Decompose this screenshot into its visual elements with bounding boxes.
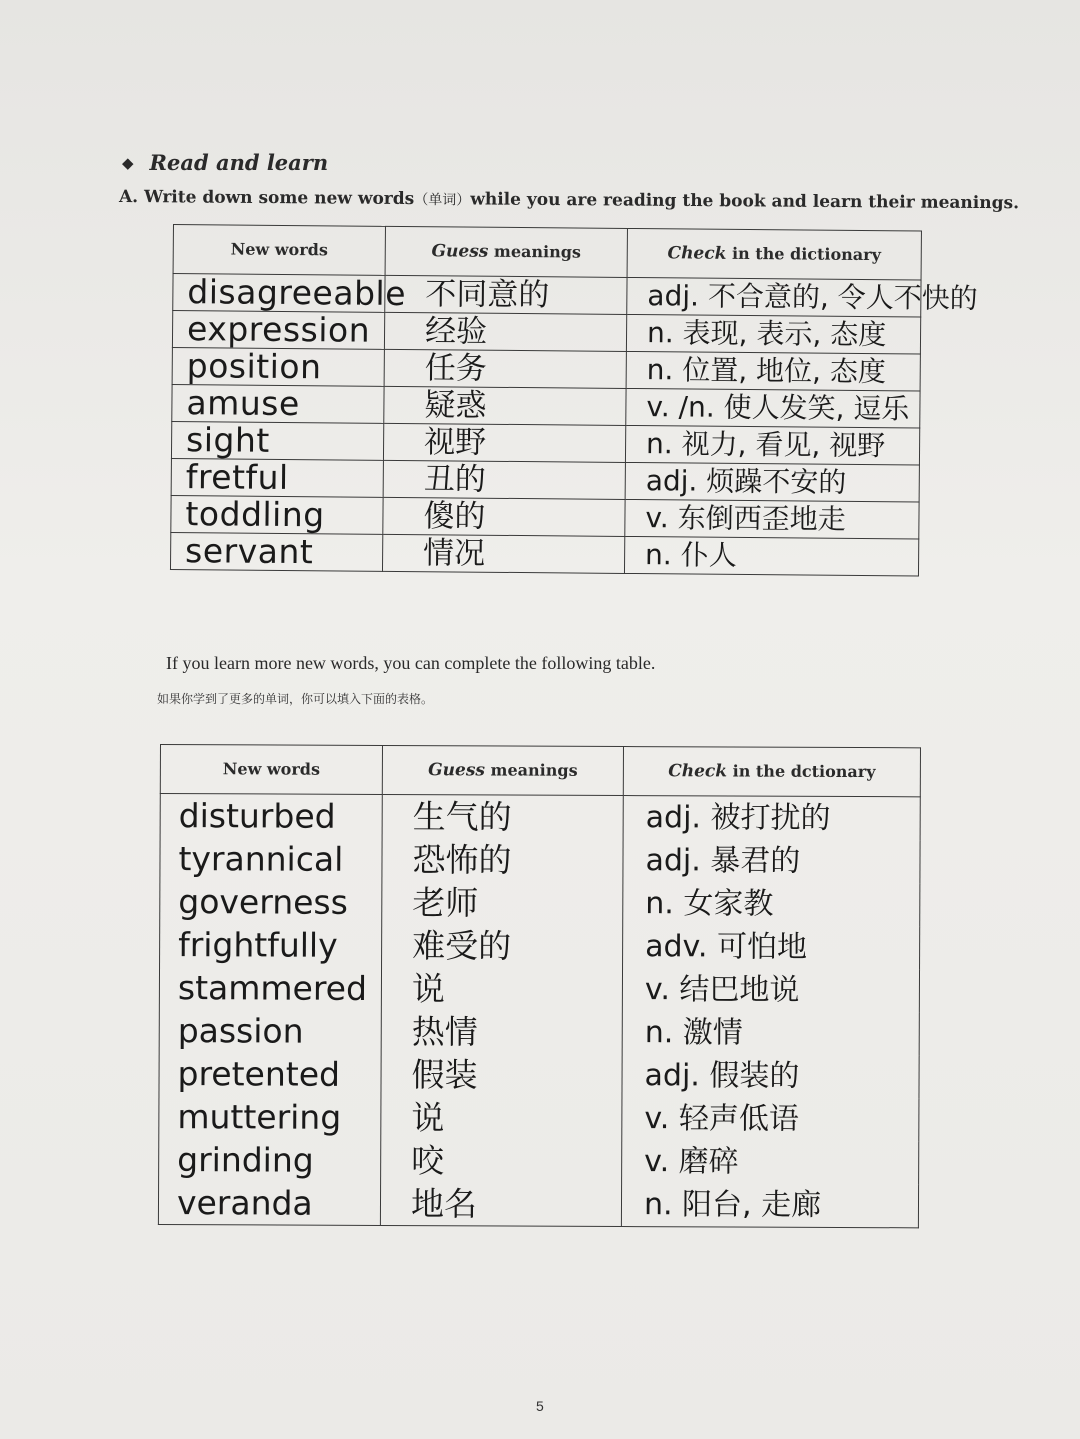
table-row (159, 1009, 919, 1055)
handwritten-definition-cell (626, 314, 920, 354)
handwritten-word-cell (171, 495, 383, 534)
table-row (159, 1052, 919, 1098)
handwritten-definition-cell (623, 882, 920, 926)
handwritten-definition: adj. 暴君的 (645, 843, 801, 879)
handwritten-definition-cell (623, 839, 920, 883)
instruction-text (119, 187, 1019, 213)
handwritten-definition: adj. 被打扰的 (645, 800, 831, 836)
handwritten-word-cell (159, 1009, 381, 1053)
handwritten-guess-cell (384, 386, 626, 425)
handwritten-definition: n. 位置, 地位, 态度 (646, 353, 887, 389)
handwritten-word-cell (159, 1052, 381, 1096)
handwritten-word: veranda (176, 1183, 313, 1223)
handwritten-guess-cell (383, 497, 625, 536)
handwritten-guess: 情况 (422, 535, 486, 572)
handwritten-word-cell (173, 272, 407, 314)
handwritten-word: governess (178, 882, 348, 922)
handwritten-word: disagreeable (187, 272, 407, 314)
handwritten-word-cell (171, 421, 383, 460)
handwritten-guess-cell (382, 924, 623, 968)
handwritten-definition: v. 磨碎 (644, 1144, 739, 1180)
handwritten-word: servant (184, 531, 314, 572)
handwritten-guess: 说 (411, 969, 446, 1009)
handwritten-definition-cell (623, 796, 920, 841)
handwritten-definition-cell (627, 277, 978, 317)
handwritten-word: disturbed (178, 796, 336, 836)
handwritten-guess-cell (382, 881, 623, 925)
handwritten-word: position (186, 346, 322, 387)
handwritten-definition: n. 激情 (644, 1015, 743, 1051)
handwritten-guess-cell (382, 794, 623, 839)
instruction-chinese: （单词） (414, 192, 471, 209)
handwritten-word-cell (160, 837, 382, 881)
handwritten-definition-cell (622, 1054, 919, 1098)
handwritten-guess-cell (381, 1096, 622, 1140)
handwritten-definition: n. 阳台, 走廊 (643, 1187, 822, 1223)
handwritten-definition-cell (625, 499, 919, 539)
table-row (170, 532, 918, 576)
table-row (160, 837, 920, 883)
handwritten-guess-cell (384, 349, 626, 388)
note-english: If you learn more new words, you can complete the following table. (166, 653, 656, 673)
handwritten-definition: adj. 不合意的, 令人不快的 (647, 279, 978, 316)
handwritten-definition: v. 东倒西歪地走 (645, 501, 846, 536)
handwritten-guess-cell (380, 1182, 621, 1227)
handwritten-definition: v. 轻声低语 (644, 1101, 799, 1137)
handwritten-definition-cell (622, 1011, 919, 1055)
table-row (160, 923, 920, 969)
table-row (159, 1095, 919, 1141)
handwritten-guess: 不同意的 (425, 276, 550, 314)
handwritten-guess: 傻的 (423, 498, 486, 535)
handwritten-word-cell (159, 1095, 381, 1139)
handwritten-guess-cell (381, 1139, 622, 1183)
handwritten-word: pretented (177, 1054, 341, 1094)
handwritten-definition-cell (625, 462, 919, 502)
handwritten-definition-cell (626, 351, 920, 391)
handwritten-guess: 假装 (411, 1055, 478, 1095)
handwritten-guess: 恐怖的 (412, 840, 512, 880)
handwritten-word-cell (159, 966, 381, 1010)
section-heading (122, 150, 328, 175)
handwritten-guess-cell (385, 275, 627, 314)
note-chinese: 如果你学到了更多的单词，你可以填入下面的表格。 (157, 692, 434, 706)
handwritten-definition: v. /n. 使人发笑, 逗乐 (646, 390, 910, 426)
handwritten-guess-cell (383, 423, 625, 462)
table-1-body (170, 272, 978, 577)
table-header-row (173, 225, 921, 281)
handwritten-word: muttering (177, 1097, 342, 1137)
table-row (160, 880, 920, 926)
handwritten-word: passion (177, 1011, 304, 1051)
handwritten-definition: n. 仆人 (644, 538, 737, 572)
handwritten-guess: 地名 (410, 1184, 478, 1224)
handwritten-word-cell (159, 1138, 381, 1182)
handwritten-word-cell (160, 880, 382, 924)
table-header-row (160, 745, 920, 797)
handwritten-word-cell (160, 794, 382, 838)
handwritten-guess: 疑惑 (424, 387, 487, 424)
header-new-words: New words (160, 745, 382, 795)
handwritten-definition: adv. 可怕地 (645, 929, 808, 965)
handwritten-guess: 老师 (412, 883, 479, 923)
table-row (159, 966, 919, 1012)
handwritten-definition-cell (622, 1097, 919, 1141)
handwritten-word: sight (185, 420, 270, 460)
table-row (158, 1181, 918, 1228)
handwritten-word-cell (158, 1181, 380, 1225)
handwritten-word: fretful (185, 457, 289, 498)
handwritten-definition-cell (621, 1183, 918, 1228)
handwritten-guess-cell (384, 312, 626, 351)
section-heading-text: Read and learn (149, 150, 329, 175)
handwritten-definition: n. 视力, 看见, 视野 (645, 427, 886, 463)
header-check-dictionary: Check in the dctionary (623, 747, 920, 797)
handwritten-definition: adj. 假装的 (644, 1058, 800, 1094)
handwritten-word: grinding (177, 1140, 314, 1180)
handwritten-word: tyrannical (178, 839, 344, 879)
handwritten-definition-cell (624, 536, 918, 576)
handwritten-word-cell (172, 347, 384, 386)
handwritten-definition-cell (625, 425, 919, 465)
handwritten-word-cell (171, 458, 383, 497)
handwritten-definition: n. 表现, 表示, 态度 (646, 316, 887, 352)
handwritten-guess-cell (383, 460, 625, 499)
handwritten-word-cell (170, 532, 382, 571)
instruction-prefix: A. Write down some new words (118, 187, 415, 210)
handwritten-word-cell (172, 384, 384, 423)
instruction-suffix: while you are reading the book and learn their meanings. (470, 189, 1020, 214)
handwritten-definition-cell (626, 388, 920, 428)
page-number: 5 (536, 1398, 544, 1414)
handwritten-guess: 难受的 (412, 926, 512, 966)
handwritten-definition-cell (623, 925, 920, 969)
handwritten-guess-cell (382, 534, 624, 573)
handwritten-guess-cell (382, 838, 623, 882)
header-guess-meanings: Guess meanings (385, 226, 627, 277)
handwritten-word: toddling (185, 494, 325, 535)
vocabulary-table-2 (158, 744, 921, 1228)
handwritten-word: frightfully (178, 925, 338, 965)
handwritten-word: stammered (177, 968, 368, 1008)
table-row (160, 794, 920, 841)
header-check-dictionary: Check in the dictionary (627, 228, 921, 280)
handwritten-word: amuse (186, 383, 300, 424)
handwritten-guess: 热情 (411, 1012, 478, 1052)
diamond-bullet-icon: ◆ (122, 154, 134, 172)
header-guess-meanings: Guess meanings (382, 745, 623, 795)
table-row (172, 384, 920, 428)
handwritten-definition: n. 女家教 (645, 886, 774, 922)
handwritten-guess: 视野 (423, 424, 487, 461)
handwritten-guess: 说 (411, 1098, 445, 1138)
table-2-body (158, 794, 920, 1228)
handwritten-guess: 咬 (411, 1141, 445, 1181)
handwritten-definition-cell (622, 1140, 919, 1184)
handwritten-word: expression (186, 309, 371, 350)
handwritten-definition-cell (622, 968, 919, 1012)
handwritten-guess-cell (381, 967, 622, 1011)
handwritten-guess-cell (381, 1053, 622, 1097)
handwritten-guess: 生气的 (412, 797, 512, 837)
handwritten-guess: 经验 (424, 313, 488, 350)
handwritten-definition: v. 结巴地说 (644, 972, 800, 1008)
handwritten-guess: 丑的 (423, 461, 486, 498)
table-row (159, 1138, 919, 1184)
handwritten-guess-cell (381, 1010, 622, 1054)
header-new-words: New words (173, 225, 385, 276)
handwritten-definition: adj. 烦躁不安的 (645, 464, 847, 499)
vocabulary-table-1 (170, 224, 978, 577)
handwritten-word-cell (160, 923, 382, 967)
handwritten-word-cell (172, 311, 384, 350)
handwritten-guess: 任务 (424, 350, 487, 387)
